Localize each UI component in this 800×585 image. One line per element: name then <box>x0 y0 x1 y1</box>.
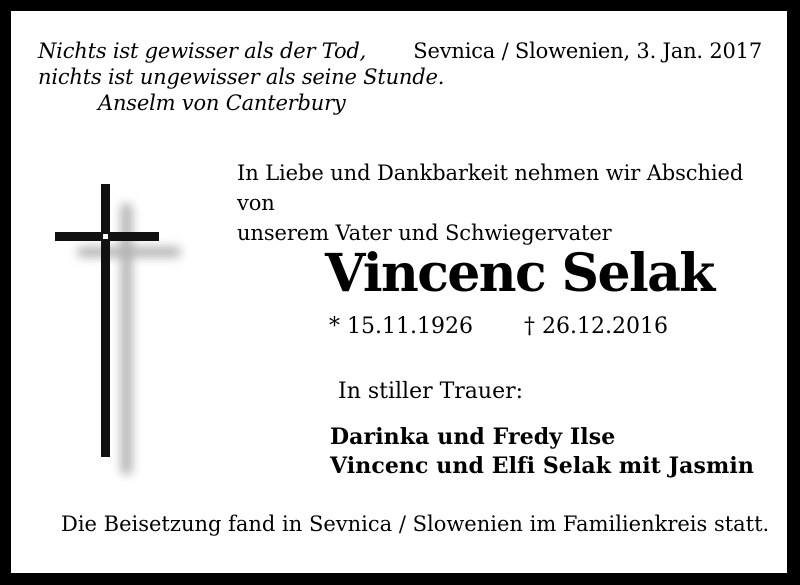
quote-author: Anselm von Canterbury <box>98 91 346 115</box>
family-line: Darinka und Fredy Ilse <box>330 424 616 450</box>
quote-line: Nichts ist gewisser als der Tod, <box>38 39 367 63</box>
family-line: Vincenc und Elfi Selak mit Jasmin <box>330 453 754 479</box>
burial-note: Die Beisetzung fand in Sevnica / Slowenien im Familienkreis statt. <box>61 512 770 536</box>
intro-line: In Liebe und Dankbarkeit nehmen wir Abschied von <box>237 161 744 215</box>
birth-date: * 15.11.1926 <box>329 314 473 339</box>
quote-line: nichts ist ungewisser als seine Stunde. <box>38 65 445 89</box>
deceased-name: Vincenc Selak <box>325 243 714 304</box>
family-names <box>330 423 754 481</box>
intro-line: unserem Vater und Schwiegervater <box>237 221 612 245</box>
farewell-intro <box>237 158 787 248</box>
death-date: † 26.12.2016 <box>524 314 668 339</box>
cross-shape <box>55 184 159 457</box>
obituary-card <box>11 11 787 573</box>
latin-cross-icon <box>41 171 191 481</box>
quote-block <box>38 38 444 116</box>
mourning-label: In stiller Trauer: <box>338 379 524 404</box>
cross-shadow <box>78 204 180 474</box>
place-and-date: Sevnica / Slowenien, 3. Jan. 2017 <box>413 39 762 63</box>
